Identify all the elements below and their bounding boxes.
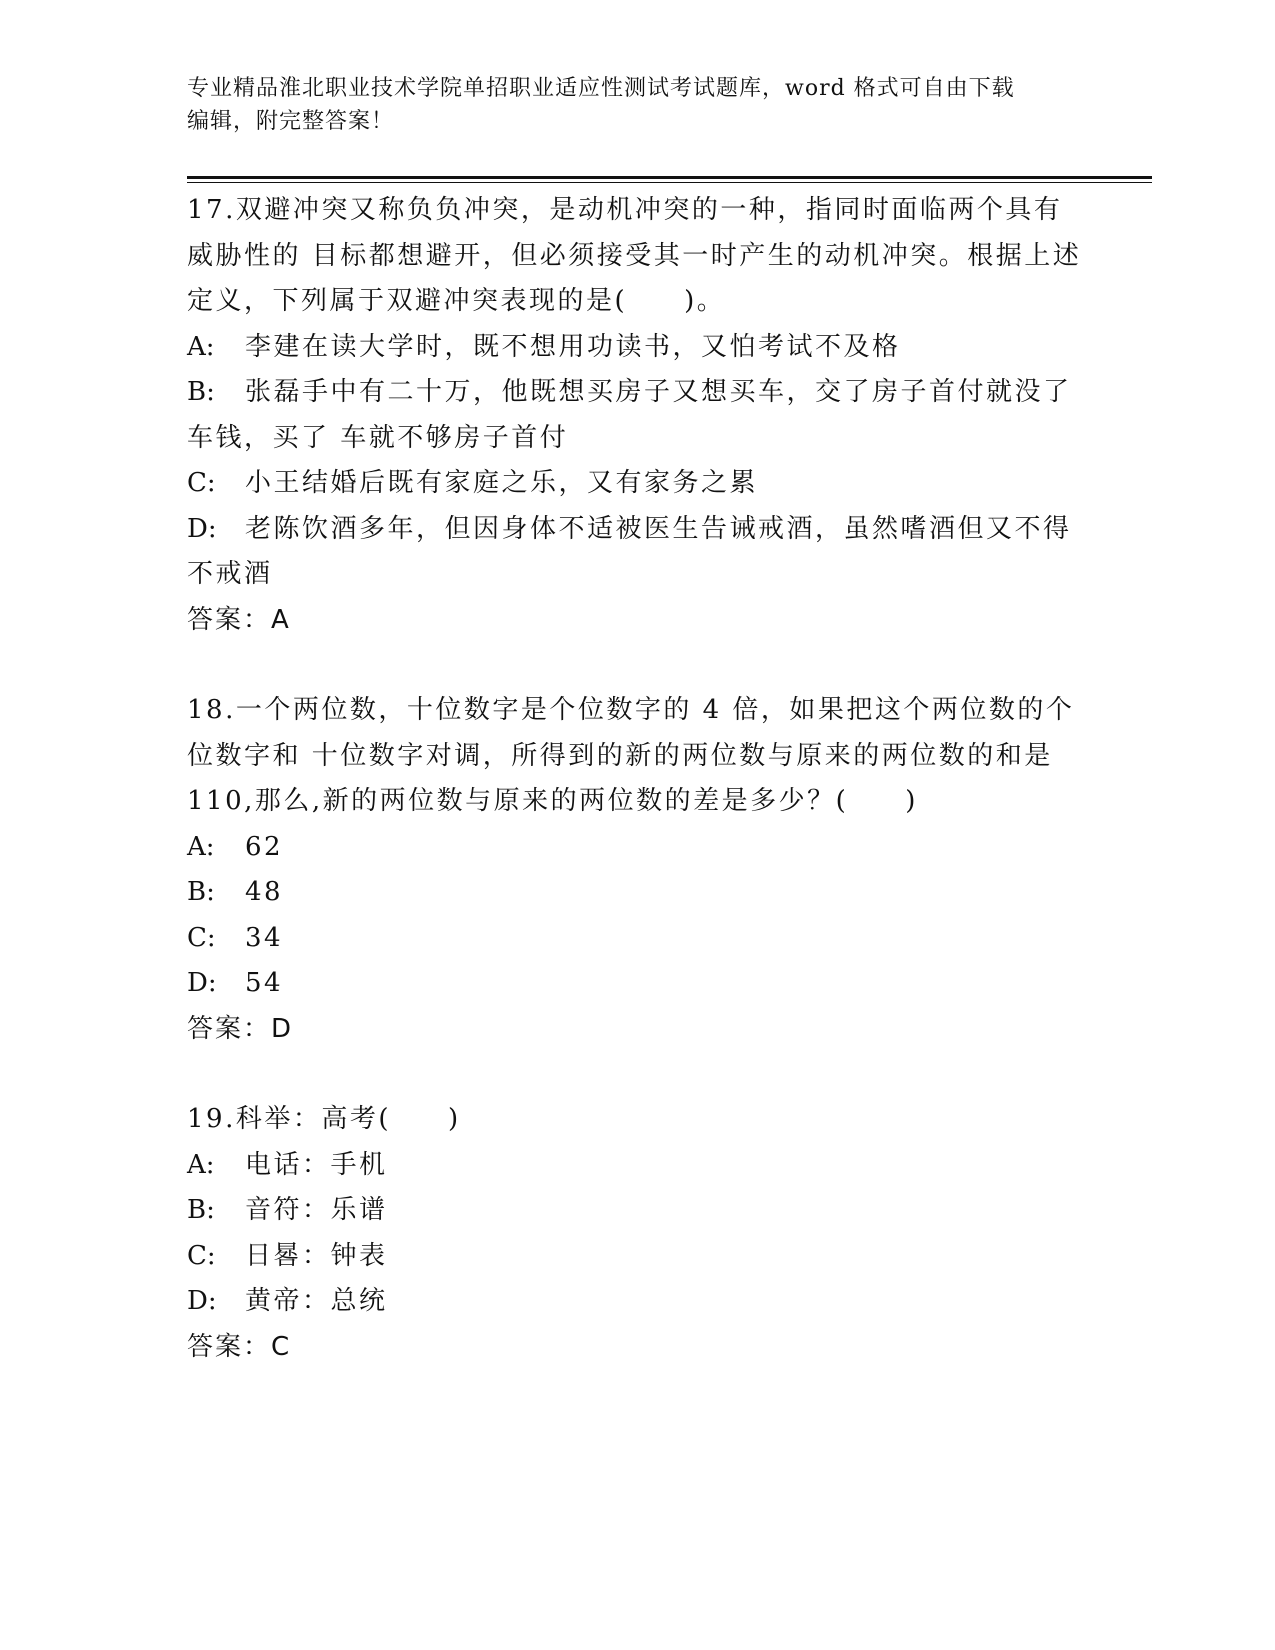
answer-label: 答案：A	[187, 604, 291, 635]
option-b	[187, 370, 1087, 461]
option-a	[187, 825, 1087, 871]
option-letter: D:	[187, 968, 217, 998]
option-text: 日晷：钟表	[245, 1240, 388, 1271]
option-b	[187, 870, 1087, 916]
option-text: 48	[245, 877, 284, 907]
option-text: 黄帝：总统	[245, 1286, 388, 1316]
answer-label: 答案：C	[187, 1331, 292, 1362]
question-19	[187, 1097, 1087, 1370]
option-c	[187, 461, 1087, 507]
header-divider-thin	[187, 182, 1152, 183]
option-d	[187, 961, 1087, 1007]
option-text: 62	[245, 831, 284, 862]
option-letter: A:	[187, 331, 215, 362]
question-spacer	[187, 643, 1087, 688]
header-line-1: 专业精品淮北职业技术学院单招职业适应性测试考试题库，word 格式可自由下载	[187, 76, 1015, 101]
answer-label: 答案：D	[187, 1013, 294, 1044]
question-list	[187, 188, 1087, 1370]
option-letter: B:	[187, 877, 215, 907]
option-letter: B:	[187, 1195, 215, 1225]
document-header	[187, 72, 1087, 138]
question-17	[187, 188, 1087, 643]
option-letter: D:	[187, 513, 217, 544]
option-letter: C:	[187, 468, 216, 498]
option-c	[187, 916, 1087, 962]
option-text: 电话：手机	[245, 1149, 388, 1180]
option-c	[187, 1234, 1087, 1280]
option-letter: A:	[187, 1149, 215, 1180]
option-text: 小王结婚后既有家庭之乐，又有家务之累	[245, 468, 759, 498]
question-spacer	[187, 1052, 1087, 1097]
question-stem: 19.科举：高考( )	[187, 1104, 461, 1134]
option-text: 李建在读大学时，既不想用功读书，又怕考试不及格	[245, 331, 901, 362]
option-letter: C:	[187, 922, 216, 953]
option-b	[187, 1188, 1087, 1234]
header-divider-thick	[187, 176, 1152, 179]
question-stem: 18.一个两位数，十位数字是个位数字的 4 倍，如果把这个两位数的个位数字和 十位数字对调，所得到的新的两位数与原来的两位数的和是110,那么,新的两位数与原来的两位数的差是多少？( )	[187, 695, 1075, 816]
option-text: 54	[245, 968, 284, 998]
option-letter: B:	[187, 377, 215, 407]
option-text: 张磊手中有二十万，他既想买房子又想买车，交了房子首付就没了车钱，买了 车就不够房子首付	[187, 377, 1072, 453]
option-d	[187, 507, 1087, 598]
option-letter: C:	[187, 1240, 216, 1271]
option-letter: A:	[187, 831, 215, 862]
question-stem: 17.双避冲突又称负负冲突，是动机冲突的一种，指同时面临两个具有威胁性的 目标都想避开，但必须接受其一时产生的动机冲突。根据上述定义，下列属于双避冲突表现的是( )。	[187, 195, 1082, 316]
option-text: 34	[245, 922, 284, 953]
option-text: 老陈饮酒多年，但因身体不适被医生告诫戒酒，虽然嗜酒但又不得不戒酒	[187, 513, 1072, 589]
option-letter: D:	[187, 1286, 217, 1316]
option-d	[187, 1279, 1087, 1325]
option-text: 音符：乐谱	[245, 1195, 388, 1225]
option-a	[187, 325, 1087, 371]
option-a	[187, 1143, 1087, 1189]
header-line-2: 编辑，附完整答案！	[187, 109, 395, 134]
question-18	[187, 688, 1087, 1052]
